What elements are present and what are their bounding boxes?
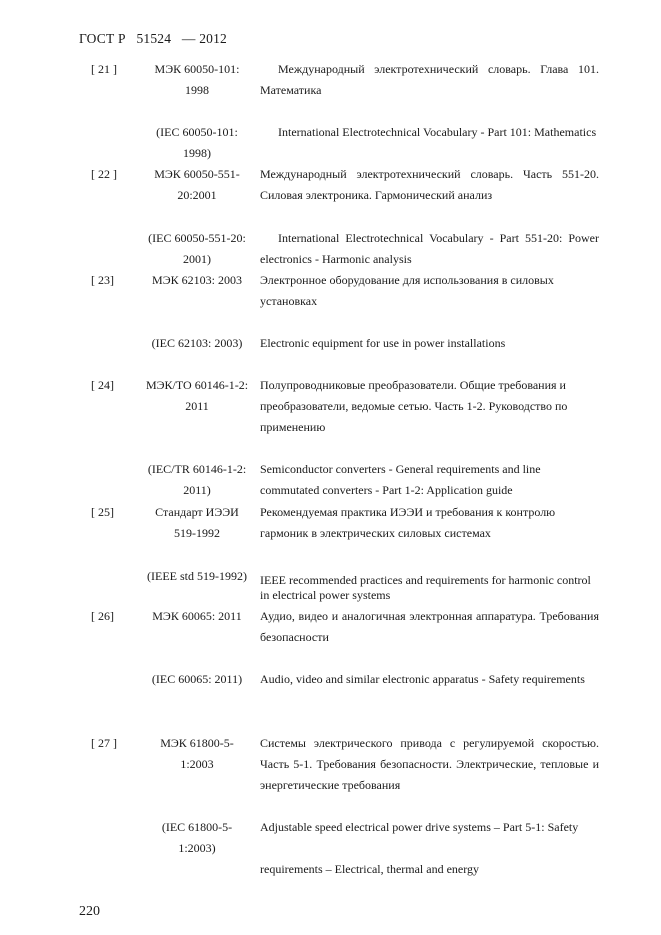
standard-code: (IEC 60050-551-20: 2001)	[148, 231, 246, 266]
document-header: ГОСТ Р 51524 — 2012	[79, 31, 227, 46]
reference-number: [ 25]	[91, 505, 114, 519]
standard-code: (IEC 62103: 2003)	[151, 336, 243, 350]
reference-number: [ 27 ]	[91, 736, 117, 750]
reference-number: [ 21 ]	[91, 62, 117, 76]
standard-title: International Electrotechnical Vocabulary - Part 101: Mathematics	[278, 125, 597, 139]
standard-title: Audio, video and similar electronic apparatus - Safety requirements	[260, 672, 585, 686]
standard-title: Электронное оборудование для использования в силовых установках	[260, 273, 554, 308]
standard-title: Рекомендуемая практика ИЭЭИ и требования к контролю гармоник в электрических силовых системах	[260, 505, 556, 540]
standard-title: Системы электрического привода с регулируемой скоростью. Часть 5-1. Требования безопасности. Электрические, тепловые и энергетические требования	[260, 736, 599, 792]
standard-code: (IEC/TR 60146-1-2: 2011)	[147, 462, 247, 497]
reference-number: [ 24]	[91, 378, 114, 392]
standard-title: Международный электротехнический словарь. Часть 551-20. Силовая электроника. Гармонический анализ	[260, 167, 599, 202]
standard-code: МЭК/ТО 60146-1-2: 2011	[145, 378, 249, 413]
standard-title: Международный электротехнический словарь. Глава 101. Математика	[260, 62, 599, 97]
standard-code: МЭК 60050-551-20:2001	[154, 167, 240, 202]
page-number: 220	[79, 904, 100, 919]
standard-code: Стандарт ИЭЭИ 519-1992	[155, 505, 239, 540]
reference-number: [ 26]	[91, 609, 114, 623]
standard-code: (IEC 60050-101: 1998)	[156, 125, 238, 160]
standard-code: МЭК 60065: 2011	[152, 609, 242, 623]
standard-title: Semiconductor converters - General requirements and line commutated converters - Part 1-2: Application guide	[260, 462, 541, 497]
standard-title: Adjustable speed electrical power drive systems – Part 5-1: Safety	[260, 820, 579, 834]
standard-title: IEEE recommended practices and requirements for harmonic control in electrical power systems	[260, 573, 591, 602]
standard-code: МЭК 61800-5-1:2003	[160, 736, 234, 771]
standard-code: (IEEE std 519-1992)	[147, 569, 247, 583]
standard-title: Полупроводниковые преобразователи. Общие требования и преобразователи, ведомые сетью. Часть 1-2. Руководство по применению	[260, 378, 568, 434]
standard-title: International Electrotechnical Vocabulary - Part 551-20: Power electronics - Harmonic analysis	[260, 231, 599, 266]
standard-title: Аудио, видео и аналогичная электронная аппаратура. Требования безопасности	[260, 609, 599, 644]
standard-code: МЭК 62103: 2003	[152, 273, 242, 287]
reference-number: [ 22 ]	[91, 167, 117, 181]
standard-code: (IEC 60065: 2011)	[151, 672, 243, 686]
standard-title: Electronic equipment for use in power installations	[260, 336, 506, 350]
reference-number: [ 23]	[91, 273, 114, 287]
standard-code: (IEC 61800-5-1:2003)	[161, 820, 233, 855]
standard-title-continuation: requirements – Electrical, thermal and energy	[260, 862, 480, 876]
standard-code: МЭК 60050-101: 1998	[154, 62, 240, 97]
